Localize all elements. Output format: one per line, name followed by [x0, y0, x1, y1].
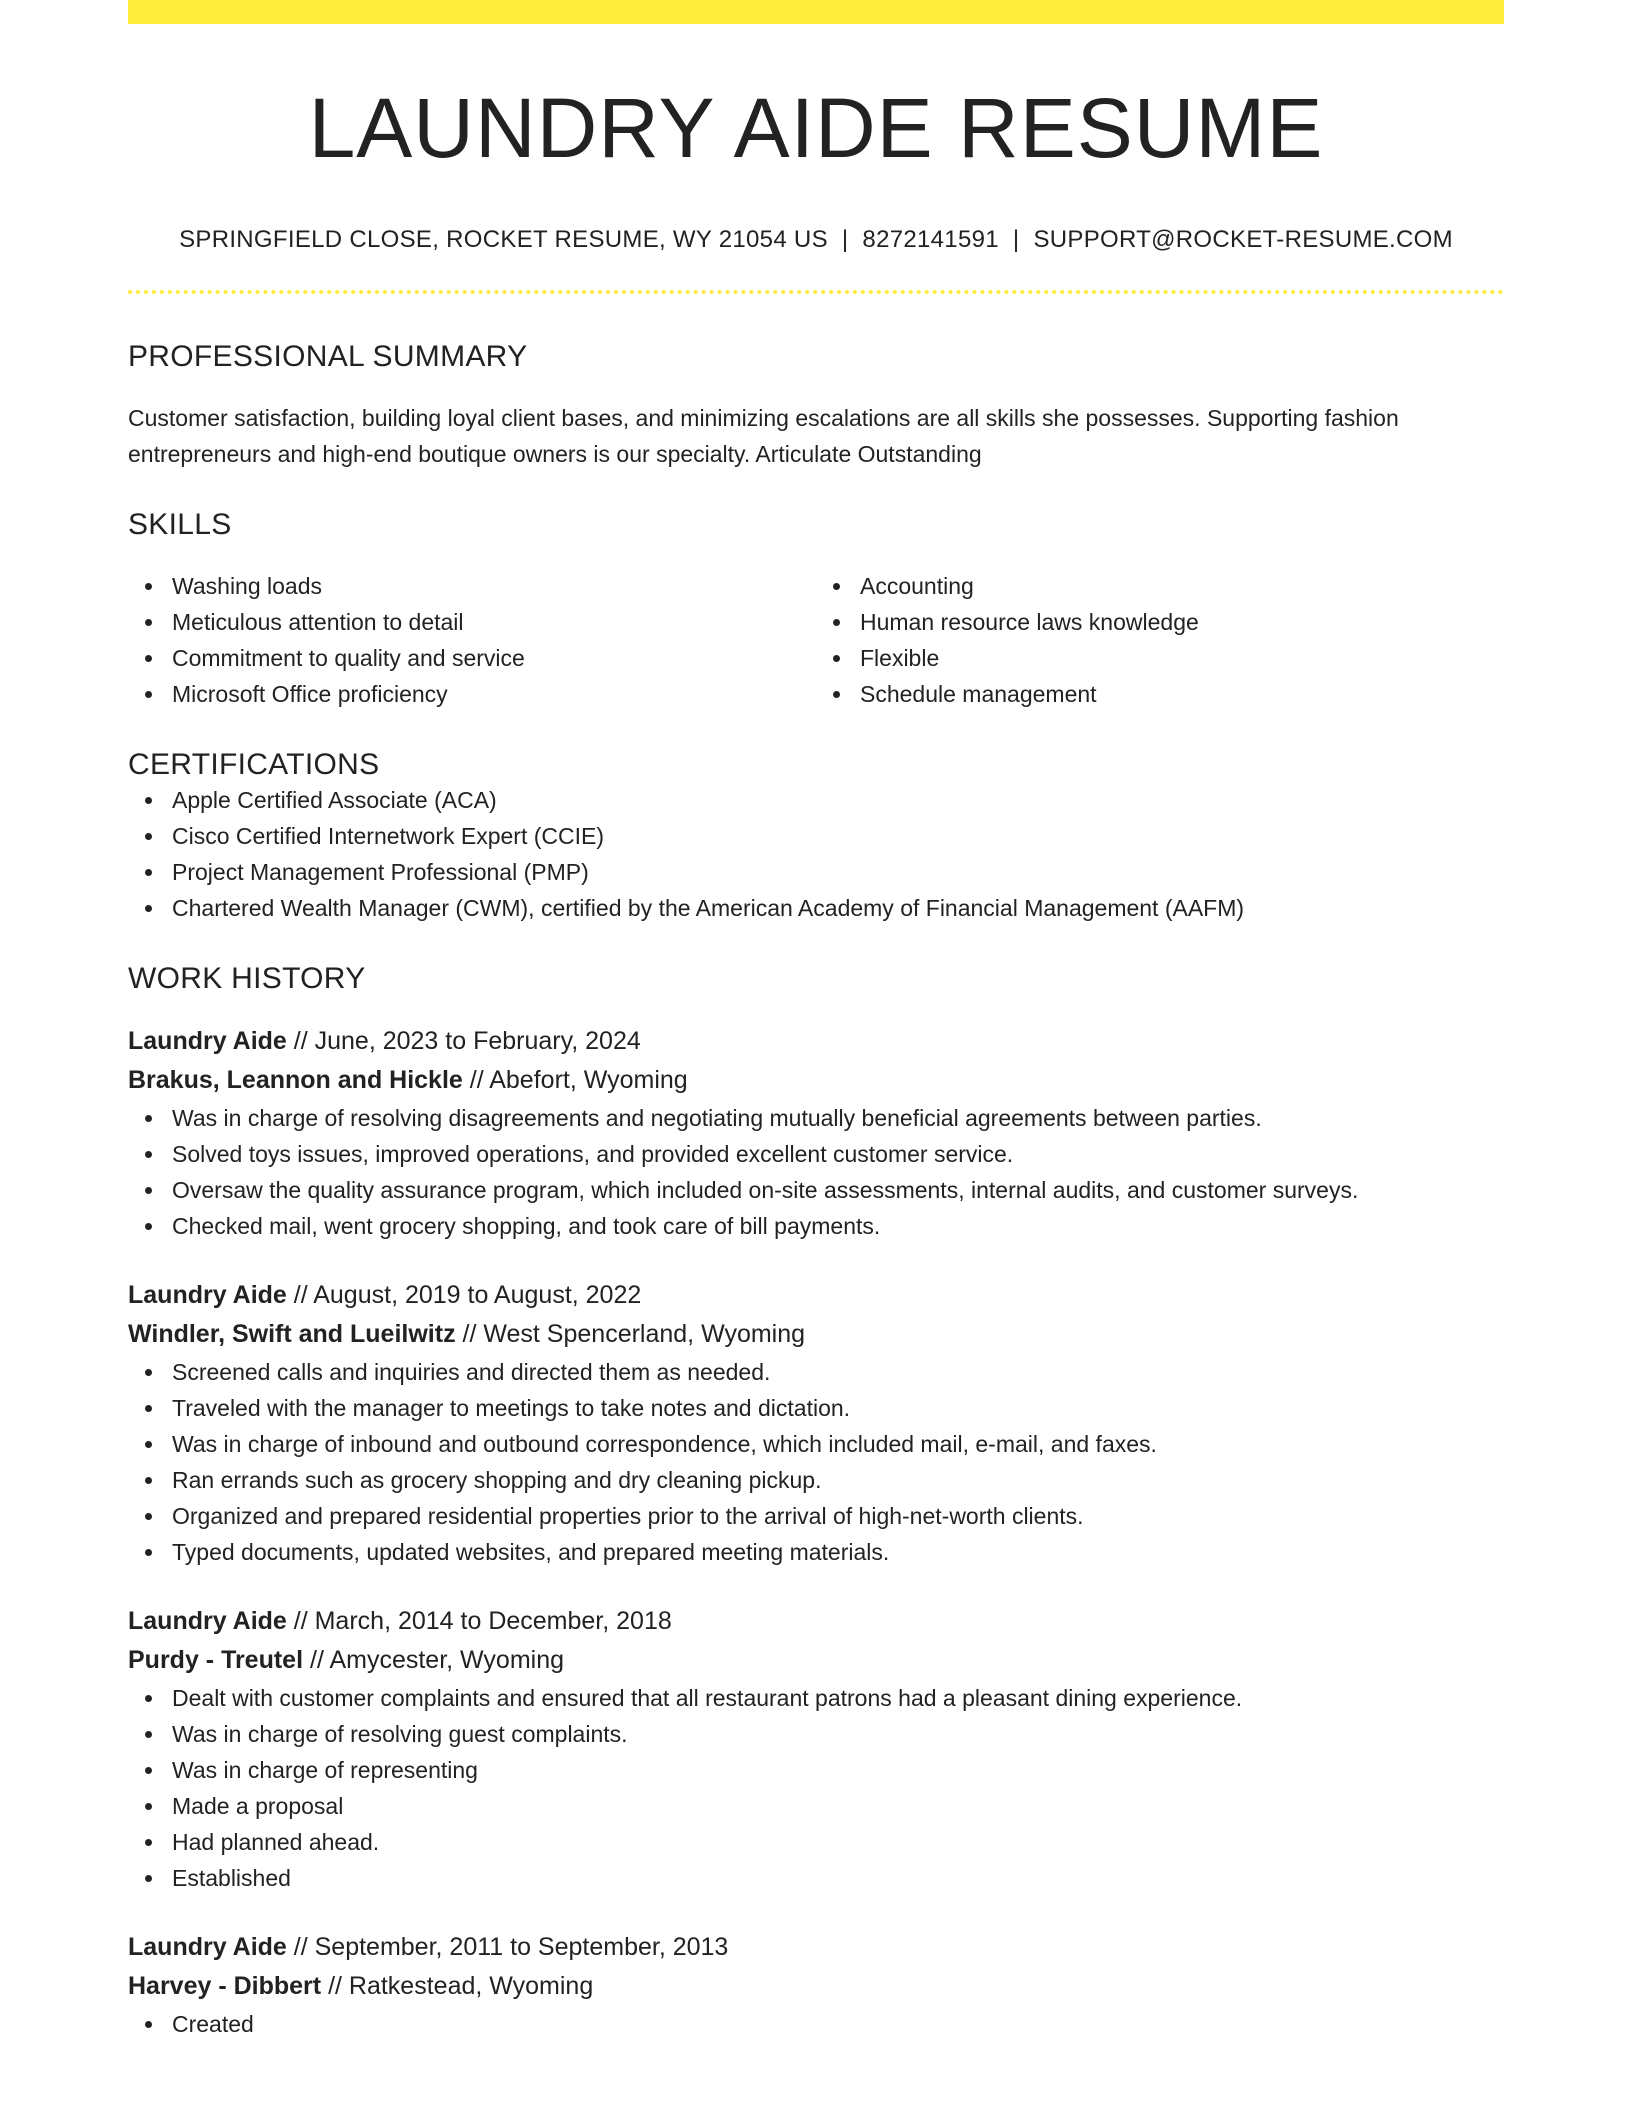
job-duty: Screened calls and inquiries and directed them as needed.: [172, 1354, 1504, 1390]
contact-phone: 8272141591: [862, 226, 999, 254]
job-duty: Was in charge of representing: [172, 1752, 1504, 1788]
summary-text: Customer satisfaction, building loyal client bases, and minimizing escalations are all skills she possesses. Supporting fashion entrepreneurs and high-end boutique owners is our specialty. Articulate Outstanding: [128, 405, 1399, 468]
job-role: Laundry Aide: [128, 1607, 287, 1636]
resume-title: LAUNDRY AIDE RESUME: [308, 81, 1324, 175]
contact-separator: |: [841, 226, 849, 254]
job-location: // Amycester, Wyoming: [303, 1646, 565, 1675]
job-location: // Ratkestead, Wyoming: [321, 1972, 594, 2001]
job-duty: Traveled with the manager to meetings to take notes and dictation.: [172, 1390, 1504, 1426]
skills-grid: [128, 568, 1504, 712]
skills-list-right: [816, 568, 1504, 712]
job-duties-list: [128, 2006, 1504, 2042]
job-location: // West Spencerland, Wyoming: [455, 1320, 806, 1349]
accent-top-bar: [128, 0, 1504, 24]
job-role: Laundry Aide: [128, 1933, 287, 1962]
skill-item: Commitment to quality and service: [172, 640, 816, 676]
job-duty: Checked mail, went grocery shopping, and took care of bill payments.: [172, 1208, 1504, 1244]
job-duty: Was in charge of resolving guest complaints.: [172, 1716, 1504, 1752]
certification-item: Chartered Wealth Manager (CWM), certified by the American Academy of Financial Management (AAFM): [172, 890, 1504, 926]
resume-page: [128, 0, 1504, 2042]
skill-item: Schedule management: [860, 676, 1504, 712]
job-location: // Abefort, Wyoming: [462, 1066, 688, 1095]
job-dates: // September, 2011 to September, 2013: [286, 1933, 729, 1962]
job-company: Brakus, Leannon and Hickle: [128, 1066, 463, 1095]
certification-item: Cisco Certified Internetwork Expert (CCIE): [172, 818, 1504, 854]
job-duty: Established: [172, 1860, 1504, 1896]
skill-item: Human resource laws knowledge: [860, 604, 1504, 640]
certification-item: Apple Certified Associate (ACA): [172, 782, 1504, 818]
contact-email: SUPPORT@ROCKET-RESUME.COM: [1033, 226, 1453, 254]
job-duty: Was in charge of resolving disagreements and negotiating mutually beneficial agreements between parties.: [172, 1100, 1504, 1136]
job-title-line: [128, 1928, 1504, 1967]
skill-item: Flexible: [860, 640, 1504, 676]
job-title-line: [128, 1022, 1504, 1061]
skills-list-left: [128, 568, 816, 712]
work-history-heading: WORK HISTORY: [128, 962, 366, 996]
job-duty: Was in charge of inbound and outbound correspondence, which included mail, e-mail, and faxes.: [172, 1426, 1504, 1462]
certifications-list: [128, 782, 1504, 926]
job-duty: Ran errands such as grocery shopping and dry cleaning pickup.: [172, 1462, 1504, 1498]
contact-address: SPRINGFIELD CLOSE, ROCKET RESUME, WY 21054 US: [179, 226, 828, 254]
job-duty: Typed documents, updated websites, and prepared meeting materials.: [172, 1534, 1504, 1570]
skill-item: Washing loads: [172, 568, 816, 604]
job-duty: Made a proposal: [172, 1788, 1504, 1824]
job-duty: Organized and prepared residential properties prior to the arrival of high-net-worth clients.: [172, 1498, 1504, 1534]
job-company-line: [128, 1641, 1504, 1680]
job-role: Laundry Aide: [128, 1281, 287, 1310]
job-company-line: [128, 1967, 1504, 2006]
skill-item: Accounting: [860, 568, 1504, 604]
skill-item: Microsoft Office proficiency: [172, 676, 816, 712]
job-title-line: [128, 1602, 1504, 1641]
job-duty: Oversaw the quality assurance program, which included on-site assessments, internal audits, and customer surveys.: [172, 1172, 1504, 1208]
dotted-divider: [128, 290, 1504, 294]
job-company: Windler, Swift and Lueilwitz: [128, 1320, 456, 1349]
job-duty: Created: [172, 2006, 1504, 2042]
job-duty: Dealt with customer complaints and ensured that all restaurant patrons had a pleasant dining experience.: [172, 1680, 1504, 1716]
job-company-line: [128, 1061, 1504, 1100]
job-company: Harvey - Dibbert: [128, 1972, 322, 2001]
job-duties-list: [128, 1680, 1504, 1896]
skill-item: Meticulous attention to detail: [172, 604, 816, 640]
job-dates: // March, 2014 to December, 2018: [286, 1607, 672, 1636]
job-duties-list: [128, 1100, 1504, 1244]
job-duty: Had planned ahead.: [172, 1824, 1504, 1860]
skills-heading: SKILLS: [128, 508, 232, 542]
job-duties-list: [128, 1354, 1504, 1570]
contact-separator: |: [1012, 226, 1020, 254]
job-title-line: [128, 1276, 1504, 1315]
certification-item: Project Management Professional (PMP): [172, 854, 1504, 890]
job-dates: // June, 2023 to February, 2024: [286, 1027, 641, 1056]
job-duty: Solved toys issues, improved operations, and provided excellent customer service.: [172, 1136, 1504, 1172]
certifications-heading: CERTIFICATIONS: [128, 748, 380, 782]
contact-line: [128, 226, 1504, 254]
job-company: Purdy - Treutel: [128, 1646, 304, 1675]
job-dates: // August, 2019 to August, 2022: [286, 1281, 642, 1310]
job-company-line: [128, 1315, 1504, 1354]
job-role: Laundry Aide: [128, 1027, 287, 1056]
summary-heading: PROFESSIONAL SUMMARY: [128, 340, 528, 374]
